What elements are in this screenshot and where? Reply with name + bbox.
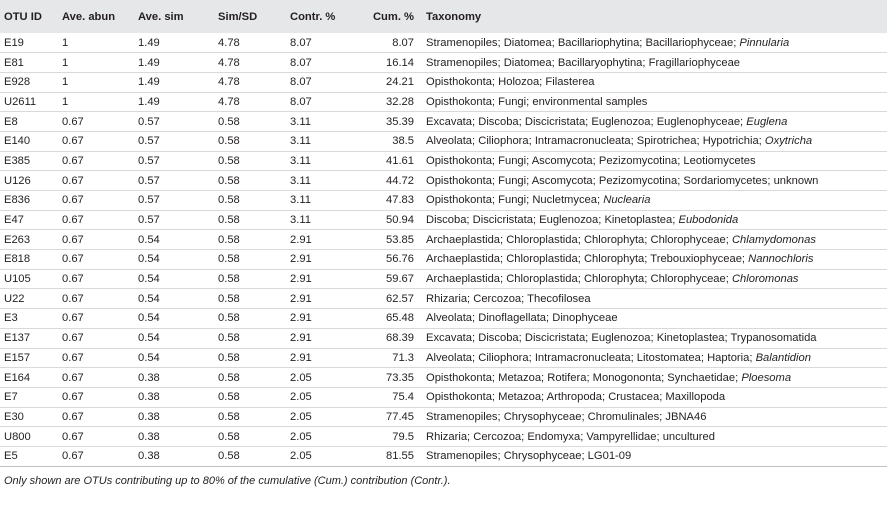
- taxonomy-text: Excavata; Discoba; Discicristata; Euglenozoa; Kinetoplastea; Trypanosomatida: [426, 332, 817, 345]
- taxonomy-text: Opisthokonta; Fungi; Ascomycota; Pezizomycotina; Sordariomycetes; unknown: [426, 174, 819, 187]
- taxonomy-genus: Chlamydomonas: [731, 233, 816, 246]
- taxonomy-text: Excavata; Discoba; Discicristata; Euglenozoa; Euglenophyceae;: [426, 115, 747, 128]
- cell-cum: 79.5: [392, 430, 414, 443]
- cell-taxonomy: [422, 112, 887, 132]
- taxonomy-genus: Pinnularia: [739, 36, 790, 49]
- table-row: [0, 446, 887, 466]
- cell-cum: 62.57: [386, 292, 414, 305]
- cell-otu-id: E137: [4, 332, 31, 345]
- cell-contr: 2.05: [290, 450, 312, 463]
- cell-sim-sd: 4.78: [218, 56, 240, 69]
- taxonomy-genus: Balantidion: [755, 351, 811, 364]
- cell-otu-id: E140: [4, 135, 31, 148]
- cell-taxonomy: [422, 368, 887, 388]
- cell-taxonomy: [422, 407, 887, 427]
- taxonomy-text: Stramenopiles; Diatomea; Bacillaryophytina; Fragillariophyceae: [426, 56, 741, 69]
- cell-sim-sd: 0.58: [218, 194, 240, 207]
- cell-otu-id: E19: [4, 36, 24, 49]
- cell-sim-sd: 0.58: [218, 332, 240, 345]
- cell-ave-sim: 0.57: [138, 214, 160, 227]
- cell-contr: 3.11: [290, 154, 311, 167]
- cell-cum: 53.85: [386, 233, 414, 246]
- cell-ave-sim: 0.57: [138, 135, 160, 148]
- cell-otu-id: E5: [4, 450, 18, 463]
- taxonomy-genus: Ploesoma: [741, 371, 792, 384]
- cell-sim-sd: 0.58: [218, 351, 240, 364]
- table-row: [0, 112, 887, 132]
- taxonomy-text: Opisthokonta; Fungi; Ascomycota; Pezizomycotina; Leotiomycetes: [426, 154, 756, 167]
- cell-taxonomy: [422, 387, 887, 407]
- cell-sim-sd: 4.78: [218, 95, 240, 108]
- table-row: [0, 328, 887, 348]
- cell-ave-sim: 0.38: [138, 430, 160, 443]
- cell-ave-abun: 0.67: [62, 292, 84, 305]
- cell-sim-sd: 0.58: [218, 214, 240, 227]
- cell-taxonomy: [422, 348, 887, 368]
- cell-cum: 81.55: [386, 450, 414, 463]
- cell-taxonomy: [422, 33, 887, 53]
- cell-ave-abun: 0.67: [62, 430, 84, 443]
- table-row: [0, 33, 887, 53]
- cell-otu-id: E818: [4, 253, 31, 266]
- cell-otu-id: U22: [4, 292, 25, 305]
- cell-contr: 2.05: [290, 371, 312, 384]
- cell-contr: 3.11: [290, 115, 311, 128]
- taxonomy-text: Opisthokonta; Metazoa; Arthropoda; Crustacea; Maxillopoda: [426, 391, 726, 404]
- cell-ave-abun: 0.67: [62, 233, 84, 246]
- cell-ave-sim: 0.54: [138, 233, 160, 246]
- cell-contr: 2.91: [290, 233, 312, 246]
- cell-taxonomy: [422, 289, 887, 309]
- cell-otu-id: E164: [4, 371, 31, 384]
- taxonomy-text: Stramenopiles; Chrysophyceae; Chromulinales; JBNA46: [426, 410, 707, 423]
- cell-cum: 8.07: [392, 36, 414, 49]
- cell-cum: 50.94: [386, 214, 414, 227]
- taxonomy-text: Archaeplastida; Chloroplastida; Chlorophyta; Trebouxiophyceae;: [426, 253, 749, 266]
- cell-ave-sim: 0.54: [138, 292, 160, 305]
- cell-otu-id: U105: [4, 273, 31, 286]
- cell-taxonomy: [422, 269, 887, 289]
- cell-ave-sim: 0.54: [138, 253, 160, 266]
- cell-sim-sd: 0.58: [218, 273, 240, 286]
- cell-otu-id: E157: [4, 351, 31, 364]
- cell-ave-abun: 0.67: [62, 273, 84, 286]
- cell-ave-abun: 0.67: [62, 312, 84, 325]
- cell-contr: 2.91: [290, 332, 312, 345]
- cell-sim-sd: 0.58: [218, 430, 240, 443]
- table-row: [0, 210, 887, 230]
- cell-ave-abun: 0.67: [62, 174, 84, 187]
- cell-ave-sim: 0.38: [138, 391, 160, 404]
- cell-sim-sd: 0.58: [218, 233, 240, 246]
- taxonomy-text: Opisthokonta; Fungi; Nucletmycea;: [426, 194, 604, 207]
- taxonomy-text: Discoba; Discicristata; Euglenozoa; Kinetoplastea;: [426, 214, 679, 227]
- cell-otu-id: E385: [4, 154, 31, 167]
- cell-ave-sim: 1.49: [138, 76, 160, 89]
- table-row: [0, 191, 887, 211]
- table-row: [0, 427, 887, 447]
- cell-otu-id: E263: [4, 233, 31, 246]
- cell-cum: 68.39: [386, 332, 414, 345]
- cell-contr: 8.07: [290, 95, 312, 108]
- table-row: [0, 387, 887, 407]
- cell-taxonomy: [422, 191, 887, 211]
- cell-cum: 41.61: [386, 154, 414, 167]
- cell-ave-abun: 0.67: [62, 450, 84, 463]
- cell-ave-abun: 0.67: [62, 154, 84, 167]
- cell-taxonomy: [422, 131, 887, 151]
- header-contr: Contr. %: [290, 10, 336, 23]
- cell-contr: 2.05: [290, 410, 312, 423]
- table-row: [0, 230, 887, 250]
- table-row: [0, 289, 887, 309]
- header-row: [0, 0, 887, 33]
- table-row: [0, 407, 887, 427]
- cell-taxonomy: [422, 427, 887, 447]
- cell-ave-sim: 1.49: [138, 36, 160, 49]
- cell-taxonomy: [422, 309, 887, 329]
- cell-ave-abun: 0.67: [62, 214, 84, 227]
- cell-ave-abun: 0.67: [62, 391, 84, 404]
- cell-contr: 8.07: [290, 56, 312, 69]
- cell-taxonomy: [422, 230, 887, 250]
- taxonomy-text: Alveolata; Dinoflagellata; Dinophyceae: [426, 312, 618, 325]
- cell-ave-abun: 1: [62, 36, 69, 49]
- table-row: [0, 92, 887, 112]
- cell-otu-id: E3: [4, 312, 18, 325]
- cell-sim-sd: 0.58: [218, 174, 240, 187]
- cell-sim-sd: 0.58: [218, 292, 240, 305]
- taxonomy-text: Alveolata; Ciliophora; Intramacronucleata; Spirotrichea; Hypotrichia;: [426, 135, 765, 148]
- cell-ave-abun: 0.67: [62, 194, 84, 207]
- table-header: [0, 0, 887, 33]
- cell-ave-abun: 0.67: [62, 410, 84, 423]
- table-row: [0, 151, 887, 171]
- table-row: [0, 171, 887, 191]
- cell-sim-sd: 4.78: [218, 76, 240, 89]
- cell-otu-id: E81: [4, 56, 24, 69]
- cell-contr: 3.11: [290, 214, 311, 227]
- cell-cum: 56.76: [386, 253, 414, 266]
- taxonomy-genus: Nuclearia: [603, 194, 651, 207]
- cell-cum: 73.35: [386, 371, 414, 384]
- cell-taxonomy: [422, 446, 887, 466]
- table-row: [0, 53, 887, 73]
- cell-sim-sd: 4.78: [218, 36, 240, 49]
- cell-sim-sd: 0.58: [218, 115, 240, 128]
- table-body: [0, 33, 887, 466]
- cell-otu-id: E8: [4, 115, 18, 128]
- table-row: [0, 348, 887, 368]
- cell-cum: 71.3: [392, 351, 414, 364]
- taxonomy-genus: Nannochloris: [748, 253, 814, 266]
- cell-ave-sim: 0.54: [138, 312, 160, 325]
- cell-taxonomy: [422, 250, 887, 270]
- cell-ave-sim: 0.57: [138, 115, 160, 128]
- table-row: [0, 131, 887, 151]
- cell-taxonomy: [422, 328, 887, 348]
- table-row: [0, 72, 887, 92]
- cell-contr: 2.91: [290, 253, 312, 266]
- cell-cum: 35.39: [386, 115, 414, 128]
- cell-otu-id: U2611: [4, 95, 37, 108]
- taxonomy-text: Alveolata; Ciliophora; Intramacronucleata; Litostomatea; Haptoria;: [426, 351, 756, 364]
- cell-taxonomy: [422, 151, 887, 171]
- header-sim-sd: Sim/SD: [218, 10, 258, 23]
- cell-otu-id: E836: [4, 194, 31, 207]
- cell-ave-sim: 0.54: [138, 351, 160, 364]
- header-ave-abun: Ave. abun: [62, 10, 116, 23]
- cell-contr: 2.91: [290, 292, 312, 305]
- cell-otu-id: U800: [4, 430, 31, 443]
- header-ave-sim: Ave. sim: [138, 10, 184, 23]
- cell-ave-abun: 1: [62, 56, 69, 69]
- cell-otu-id: E30: [4, 410, 24, 423]
- header-taxonomy: Taxonomy: [426, 10, 482, 23]
- cell-cum: 16.14: [386, 56, 414, 69]
- cell-contr: 2.05: [290, 391, 312, 404]
- cell-sim-sd: 0.58: [218, 253, 240, 266]
- cell-taxonomy: [422, 210, 887, 230]
- cell-sim-sd: 0.58: [218, 154, 240, 167]
- cell-contr: 3.11: [290, 194, 311, 207]
- cell-ave-sim: 0.54: [138, 273, 160, 286]
- cell-cum: 59.67: [386, 273, 414, 286]
- cell-contr: 8.07: [290, 36, 312, 49]
- cell-taxonomy: [422, 72, 887, 92]
- cell-ave-abun: 0.67: [62, 371, 84, 384]
- cell-sim-sd: 0.58: [218, 410, 240, 423]
- cell-cum: 77.45: [386, 410, 414, 423]
- cell-contr: 2.91: [290, 312, 312, 325]
- cell-otu-id: E7: [4, 391, 18, 404]
- cell-sim-sd: 0.58: [218, 135, 240, 148]
- cell-ave-abun: 0.67: [62, 351, 84, 364]
- cell-taxonomy: [422, 92, 887, 112]
- cell-ave-abun: 0.67: [62, 115, 84, 128]
- cell-cum: 65.48: [386, 312, 414, 325]
- taxonomy-text: Stramenopiles; Chrysophyceae; LG01-09: [426, 450, 632, 463]
- cell-contr: 2.91: [290, 273, 312, 286]
- cell-ave-sim: 0.38: [138, 450, 160, 463]
- taxonomy-text: Archaeplastida; Chloroplastida; Chlorophyta; Chlorophyceae;: [426, 273, 732, 286]
- cell-ave-sim: 0.54: [138, 332, 160, 345]
- cell-contr: 3.11: [290, 135, 311, 148]
- cell-cum: 38.5: [392, 135, 414, 148]
- table-row: [0, 269, 887, 289]
- cell-sim-sd: 0.58: [218, 391, 240, 404]
- cell-ave-abun: 0.67: [62, 135, 84, 148]
- cell-cum: 44.72: [386, 174, 414, 187]
- table-row: [0, 368, 887, 388]
- taxonomy-text: Opisthokonta; Metazoa; Rotifera; Monogononta; Synchaetidae;: [426, 371, 742, 384]
- taxonomy-text: Opisthokonta; Fungi; environmental samples: [426, 95, 648, 108]
- taxonomy-text: Opisthokonta; Holozoa; Filasterea: [426, 76, 595, 89]
- cell-ave-sim: 0.38: [138, 410, 160, 423]
- table-row: [0, 309, 887, 329]
- cell-taxonomy: [422, 53, 887, 73]
- table-row: [0, 250, 887, 270]
- taxonomy-genus: Eubodonida: [678, 214, 739, 227]
- taxonomy-text: Archaeplastida; Chloroplastida; Chlorophyta; Chlorophyceae;: [426, 233, 732, 246]
- header-cum: Cum. %: [372, 10, 414, 23]
- cell-cum: 24.21: [386, 76, 414, 89]
- cell-cum: 75.4: [392, 391, 414, 404]
- cell-ave-sim: 0.57: [138, 174, 160, 187]
- cell-contr: 8.07: [290, 76, 312, 89]
- cell-sim-sd: 0.58: [218, 371, 240, 384]
- cell-taxonomy: [422, 171, 887, 191]
- cell-cum: 32.28: [386, 95, 414, 108]
- cell-otu-id: U126: [4, 174, 31, 187]
- header-otu-id: OTU ID: [4, 10, 42, 23]
- cell-ave-sim: 0.57: [138, 154, 160, 167]
- taxonomy-text: Stramenopiles; Diatomea; Bacillariophytina; Bacillariophyceae;: [426, 36, 740, 49]
- cell-contr: 3.11: [290, 174, 311, 187]
- taxonomy-text: Rhizaria; Cercozoa; Thecofilosea: [426, 292, 591, 305]
- taxonomy-genus: Oxytricha: [764, 135, 813, 148]
- taxonomy-genus: Chloromonas: [731, 273, 799, 286]
- cell-ave-sim: 1.49: [138, 95, 160, 108]
- cell-sim-sd: 0.58: [218, 450, 240, 463]
- cell-contr: 2.91: [290, 351, 312, 364]
- cell-ave-abun: 0.67: [62, 253, 84, 266]
- cell-ave-sim: 0.57: [138, 194, 160, 207]
- cell-sim-sd: 0.58: [218, 312, 240, 325]
- cell-ave-abun: 0.67: [62, 332, 84, 345]
- taxonomy-text: Rhizaria; Cercozoa; Endomyxa; Vampyrellidae; uncultured: [426, 430, 715, 443]
- cell-ave-abun: 1: [62, 76, 69, 89]
- cell-contr: 2.05: [290, 430, 312, 443]
- table-footnote: Only shown are OTUs contributing up to 80% of the cumulative (Cum.) contribution (Contr.).: [4, 474, 451, 487]
- cell-otu-id: E928: [4, 76, 31, 89]
- cell-ave-abun: 1: [62, 95, 69, 108]
- cell-cum: 47.83: [386, 194, 414, 207]
- cell-ave-sim: 1.49: [138, 56, 160, 69]
- cell-ave-sim: 0.38: [138, 371, 160, 384]
- cell-otu-id: E47: [4, 214, 24, 227]
- taxonomy-genus: Euglena: [746, 115, 788, 128]
